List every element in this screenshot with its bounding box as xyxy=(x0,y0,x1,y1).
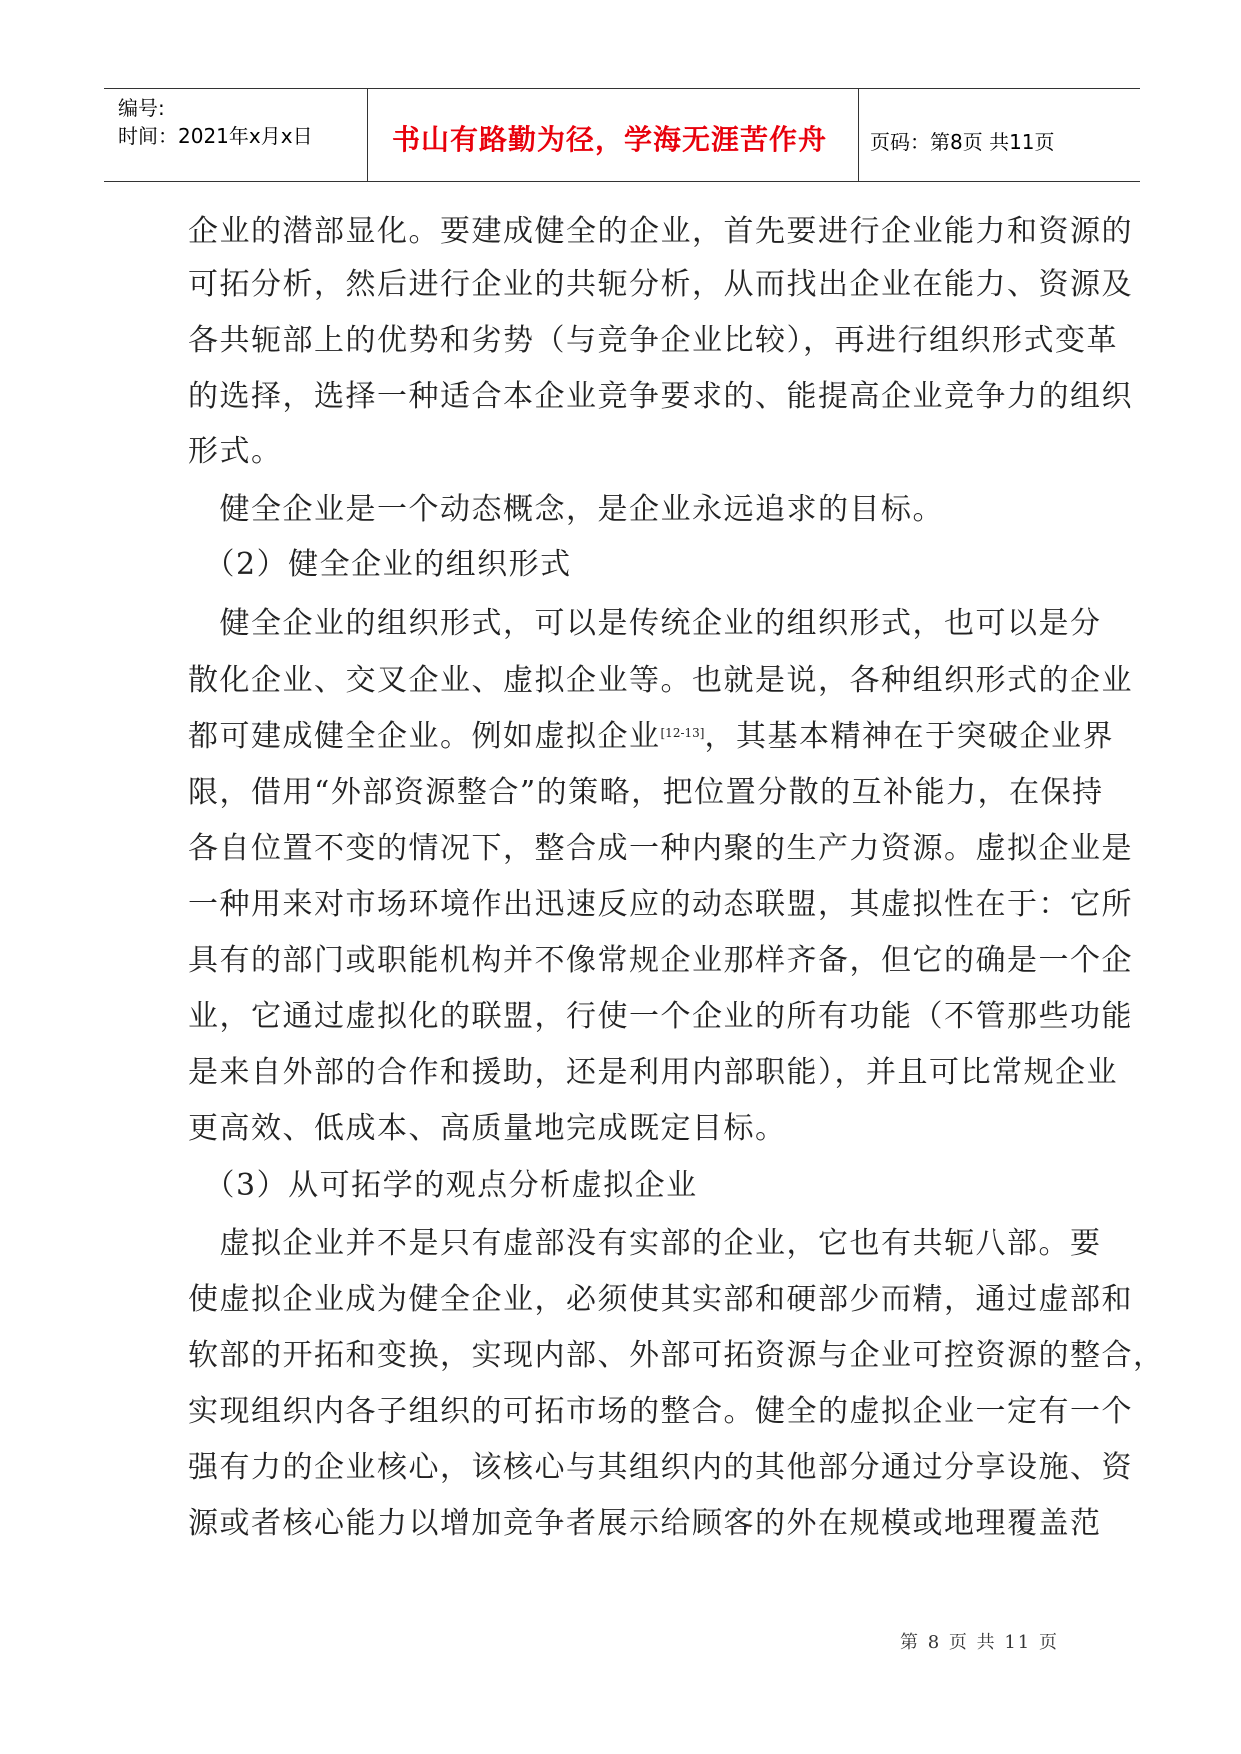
body-line: 业，它通过虚拟化的联盟，行使一个企业的所有功能（不管那些功能 xyxy=(188,999,1133,1034)
body-line: 各共轭部上的优势和劣势（与竞争企业比较），再进行组织形式变革 xyxy=(188,323,1118,358)
body-line: 散化企业、交叉企业、虚拟企业等。也就是说，各种组织形式的企业 xyxy=(188,663,1133,698)
body-line: 形式。 xyxy=(188,434,283,469)
citation-marker: [12-13] xyxy=(660,726,705,740)
body-line: 软部的开拓和变换，实现内部、外部可拓资源与企业可控资源的整合， xyxy=(188,1338,1165,1373)
footer-page-number: 第 8 页 共 11 页 xyxy=(900,1632,1059,1653)
body-line: 健全企业是一个动态概念，是企业永远追求的目标。 xyxy=(188,492,944,527)
body-line: 企业的潜部显化。要建成健全的企业，首先要进行企业能力和资源的 xyxy=(188,214,1133,249)
body-line: 各自位置不变的情况下，整合成一种内聚的生产力资源。虚拟企业是 xyxy=(188,831,1133,866)
body-line: 源或者核心能力以增加竞争者展示给顾客的外在规模或地理覆盖范 xyxy=(188,1506,1102,1541)
body-line: 健全企业的组织形式，可以是传统企业的组织形式，也可以是分 xyxy=(188,606,1102,641)
header-bottom-rule xyxy=(104,181,1140,182)
body-line: 限，借用“外部资源整合”的策略，把位置分散的互补能力，在保持 xyxy=(188,775,1104,810)
body-line: 虚拟企业并不是只有虚部没有实部的企业，它也有共轭八部。要 xyxy=(188,1226,1102,1261)
header-page-label: 页码：第8页 共11页 xyxy=(870,130,1055,154)
body-line: 的选择，选择一种适合本企业竞争要求的、能提高企业竞争力的组织 xyxy=(188,379,1133,414)
body-line: 是来自外部的合作和援助，还是利用内部职能），并且可比常规企业 xyxy=(188,1055,1118,1090)
body-line: 可拓分析，然后进行企业的共轭分析，从而找出企业在能力、资源及 xyxy=(188,267,1133,302)
body-line-tail: ，其基本精神在于突破企业界 xyxy=(704,719,1114,754)
header-motto: 书山有路勤为径，学海无涯苦作舟 xyxy=(392,123,828,156)
body-line: 强有力的企业核心，该核心与其组织内的其他部分通过分享设施、资 xyxy=(188,1450,1133,1485)
body-line xyxy=(188,717,1114,757)
section-heading: （2）健全企业的组织形式 xyxy=(188,547,572,582)
body-line: 具有的部门或职能机构并不像常规企业那样齐备，但它的确是一个企 xyxy=(188,943,1133,978)
header-divider-right xyxy=(858,88,859,182)
body-line: 更高效、低成本、高质量地完成既定目标。 xyxy=(188,1111,787,1146)
body-line-head: 都可建成健全企业。例如虚拟企业 xyxy=(188,719,661,754)
header-divider-left xyxy=(367,88,368,182)
body-line: 一种用来对市场环境作出迅速反应的动态联盟，其虚拟性在于：它所 xyxy=(188,887,1133,922)
doc-time-label: 时间：2021年x月x日 xyxy=(118,124,313,148)
body-line: 使虚拟企业成为健全企业，必须使其实部和硬部少而精，通过虚部和 xyxy=(188,1282,1133,1317)
section-heading: （3）从可拓学的观点分析虚拟企业 xyxy=(188,1168,698,1203)
doc-number-label: 编号: xyxy=(118,96,165,120)
header-top-rule xyxy=(104,88,1140,89)
body-line: 实现组织内各子组织的可拓市场的整合。健全的虚拟企业一定有一个 xyxy=(188,1394,1133,1429)
